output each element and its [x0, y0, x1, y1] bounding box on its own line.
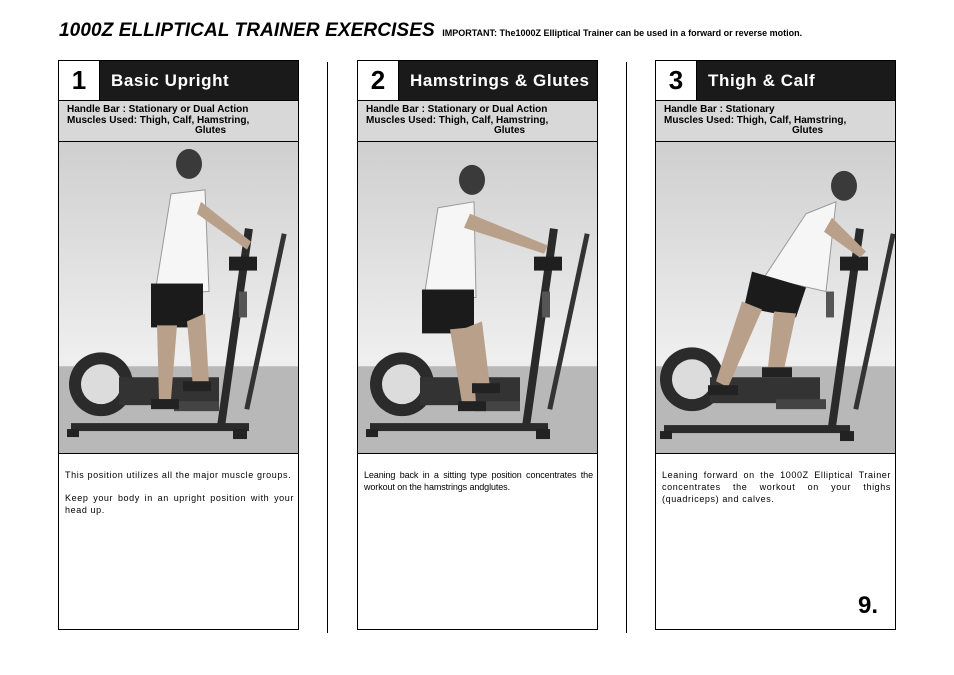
- exercise-title: Thigh & Calf: [708, 71, 816, 90]
- important-note: IMPORTANT: The1000Z Elliptical Trainer can be used in a forward or reverse motion.: [442, 28, 803, 38]
- exercise-info: [358, 100, 597, 142]
- column-divider: [626, 62, 627, 633]
- exercise-photo: [59, 142, 298, 454]
- muscles-used-cont: Glutes: [792, 125, 824, 136]
- exercise-title: Basic Upright: [111, 71, 230, 90]
- exercise-photo: [656, 142, 895, 454]
- exercise-panel-thigh-calf: [655, 60, 896, 630]
- panel-header: [358, 61, 597, 100]
- panel-header: [656, 61, 895, 100]
- exercise-description: [662, 469, 891, 516]
- muscles-used-text: Muscles Used: Thigh, Calf, Hamstring,: [67, 114, 250, 126]
- page-title: 1000Z ELLIPTICAL TRAINER EXERCISES: [59, 20, 435, 41]
- column-divider: [327, 62, 328, 633]
- exercise-info: [656, 100, 895, 142]
- description-paragraph: This position utilizes all the major muscle groups.: [65, 470, 292, 480]
- page-number: 9.: [858, 592, 879, 619]
- page-header: [59, 20, 939, 44]
- exercise-number: 3: [656, 61, 697, 100]
- panel-header: [59, 61, 298, 100]
- handle-bar-text: Handle Bar : Stationary or Dual Action: [366, 104, 548, 115]
- exercise-info: [59, 100, 298, 142]
- description-paragraph: Keep your body in an upright position with your head up.: [65, 493, 294, 515]
- description-paragraph: Leaning forward on the 1000Z Elliptical Trainer concentrates the workout on your thighs (quadriceps) and calves.: [662, 470, 891, 504]
- handle-bar-text: Handle Bar : Stationary or Dual Action: [67, 104, 249, 115]
- exercise-title: Hamstrings & Glutes: [410, 71, 590, 90]
- exercise-photo: [358, 142, 597, 454]
- exercise-number: 1: [59, 61, 100, 100]
- exercise-description: [364, 469, 593, 504]
- description-paragraph: Leaning back in a sitting type position concentrates the workout on the hamstrings andglutes.: [364, 470, 593, 492]
- exercise-panel-basic-upright: [58, 60, 299, 630]
- exercise-description: [65, 469, 294, 527]
- exercise-panel-hamstrings-glutes: [357, 60, 598, 630]
- muscles-used-cont: Glutes: [195, 125, 227, 136]
- muscles-used-cont: Glutes: [494, 125, 526, 136]
- muscles-used-text: Muscles Used: Thigh, Calf, Hamstring,: [366, 114, 549, 126]
- handle-bar-text: Handle Bar : Stationary: [664, 104, 775, 115]
- muscles-used-text: Muscles Used: Thigh, Calf, Hamstring,: [664, 114, 847, 126]
- exercise-number: 2: [358, 61, 399, 100]
